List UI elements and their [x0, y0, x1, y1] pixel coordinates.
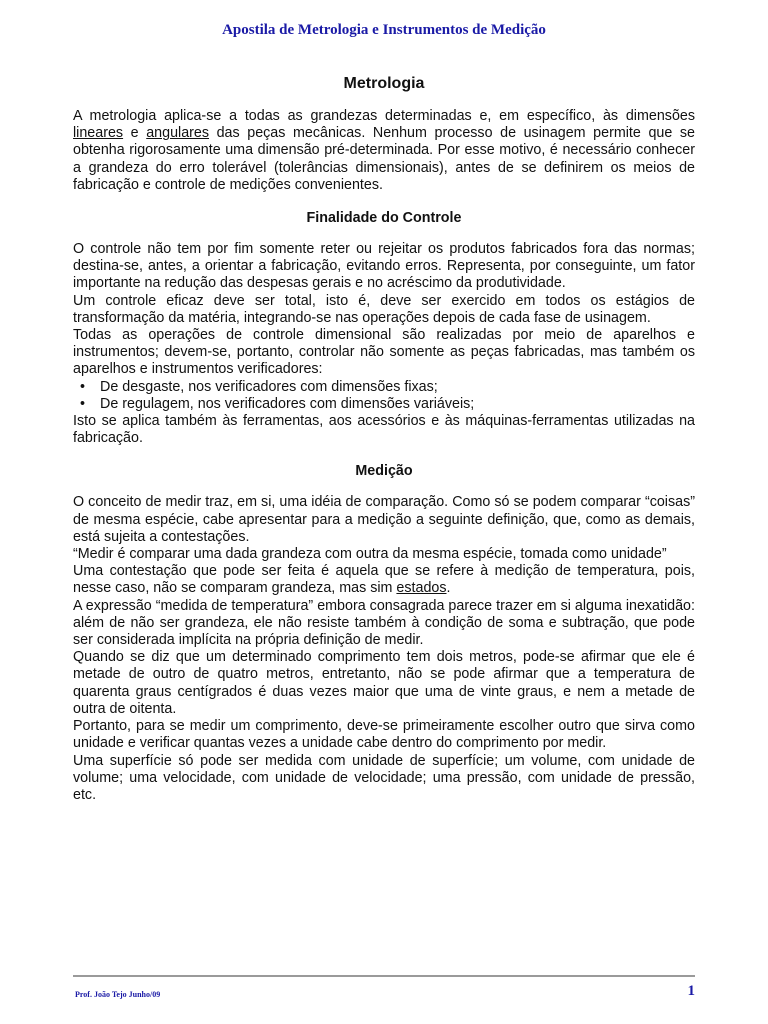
section-heading-medicao: Medição — [355, 463, 413, 480]
underlined-term-lineares: lineares — [73, 125, 124, 142]
section-heading-finalidade: Finalidade do Controle — [306, 210, 462, 227]
bullet-item: • De regulagem, nos verificadores com dimensões variáveis; — [100, 396, 695, 413]
underlined-term-angulares: angulares — [146, 125, 210, 142]
finalidade-paragraph-3: Todas as operações de controle dimensional são realizadas por meio de aparelhos e instrumentos; devem-se, portanto, controlar não somente as peças fabricadas, mas também os aparelhos e instrumentos verificadores: — [73, 327, 695, 378]
document-body — [73, 74, 695, 804]
verifier-bullet-list — [73, 379, 695, 413]
page-header-title: Apostila de Metrologia e Instrumentos de Medição — [222, 22, 546, 38]
medicao-paragraph-7: Uma superfície só pode ser medida com unidade de superfície; um volume, com unidade de volume; uma velocidade, com unidade de velocidade; uma pressão, com unidade de pressão, etc. — [73, 752, 695, 803]
document-title: Metrologia — [343, 75, 425, 92]
underlined-term-estados: estados — [396, 580, 447, 597]
medicao-paragraph-5: Quando se diz que um determinado comprimento tem dois metros, pode-se afirmar que ele é metade de outro de quatro metros, entretanto, não se pode afirmar que a temperatura de quarenta graus centígrados é duas vezes maior que uma de vinte graus, e nem a metade de outra de oitenta. — [73, 649, 695, 717]
footer-divider — [73, 975, 695, 977]
medicao-p3-text-b: . — [446, 580, 451, 597]
footer-author: Prof. João Tejo Junho/09 — [75, 990, 161, 999]
medicao-paragraph-4: A expressão “medida de temperatura” embora consagrada parece trazer em si alguma inexatidão: além de não ser grandeza, ele não resiste também à condição de soma e subtração, que pode ser considerada implícita na própria definição de medir. — [73, 597, 695, 649]
medicao-paragraph-1: O conceito de medir traz, em si, uma idéia de comparação. Como só se podem comparar “coisas” de mesma espécie, cabe apresentar para a medição a seguinte definição, que, como as demais, está sujeita a contestações. — [73, 494, 695, 545]
medicao-paragraph-2: “Medir é comparar uma dada grandeza com outra da mesma espécie, tomada como unidade” — [73, 546, 667, 563]
finalidade-paragraph-2: Um controle eficaz deve ser total, isto é, deve ser exercido em todos os estágios de transformação da matéria, integrando-se nas operações depois de cada fase de usinagem. — [73, 292, 695, 326]
intro-paragraph — [73, 108, 695, 194]
medicao-p3-text-a: Uma contestação que pode ser feita é aquela que se refere à medição de temperatura, pois, nesse caso, não se comparam grandeza, mas sim — [73, 563, 695, 597]
finalidade-paragraph-4: Isto se aplica também às ferramentas, aos acessórios e às máquinas-ferramentas utilizadas na fabricação. — [73, 413, 695, 447]
bullet-item: • De desgaste, nos verificadores com dimensões fixas; — [100, 379, 695, 396]
medicao-paragraph-6: Portanto, para se medir um comprimento, deve-se primeiramente escolher outro que sirva como unidade e verificar quantas vezes a unidade cabe dentro do comprimento por medir. — [73, 718, 695, 752]
page-number: 1 — [687, 983, 695, 999]
intro-text-1: A metrologia aplica-se a todas as grandezas determinadas e, em específico, às dimensões — [73, 108, 695, 124]
intro-text-2: e — [123, 125, 147, 142]
medicao-paragraph-3 — [73, 563, 695, 597]
intro-text-3: das peças mecânicas. Nenhum processo de usinagem permite que se obtenha rigorosamente uma dimensão pré-determinada. Por esse motivo, é necessário conhecer a grandeza do erro tolerável (tolerâncias dimensionais), antes de se definirem os meios de fabricação e controle de medições convenientes. — [73, 125, 695, 193]
finalidade-paragraph-1: O controle não tem por fim somente reter ou rejeitar os produtos fabricados fora das normas; destina-se, antes, a orientar a fabricação, evitando erros. Representa, por conseguinte, um fator importante na redução das despesas gerais e no acréscimo da produtividade. — [73, 241, 695, 292]
